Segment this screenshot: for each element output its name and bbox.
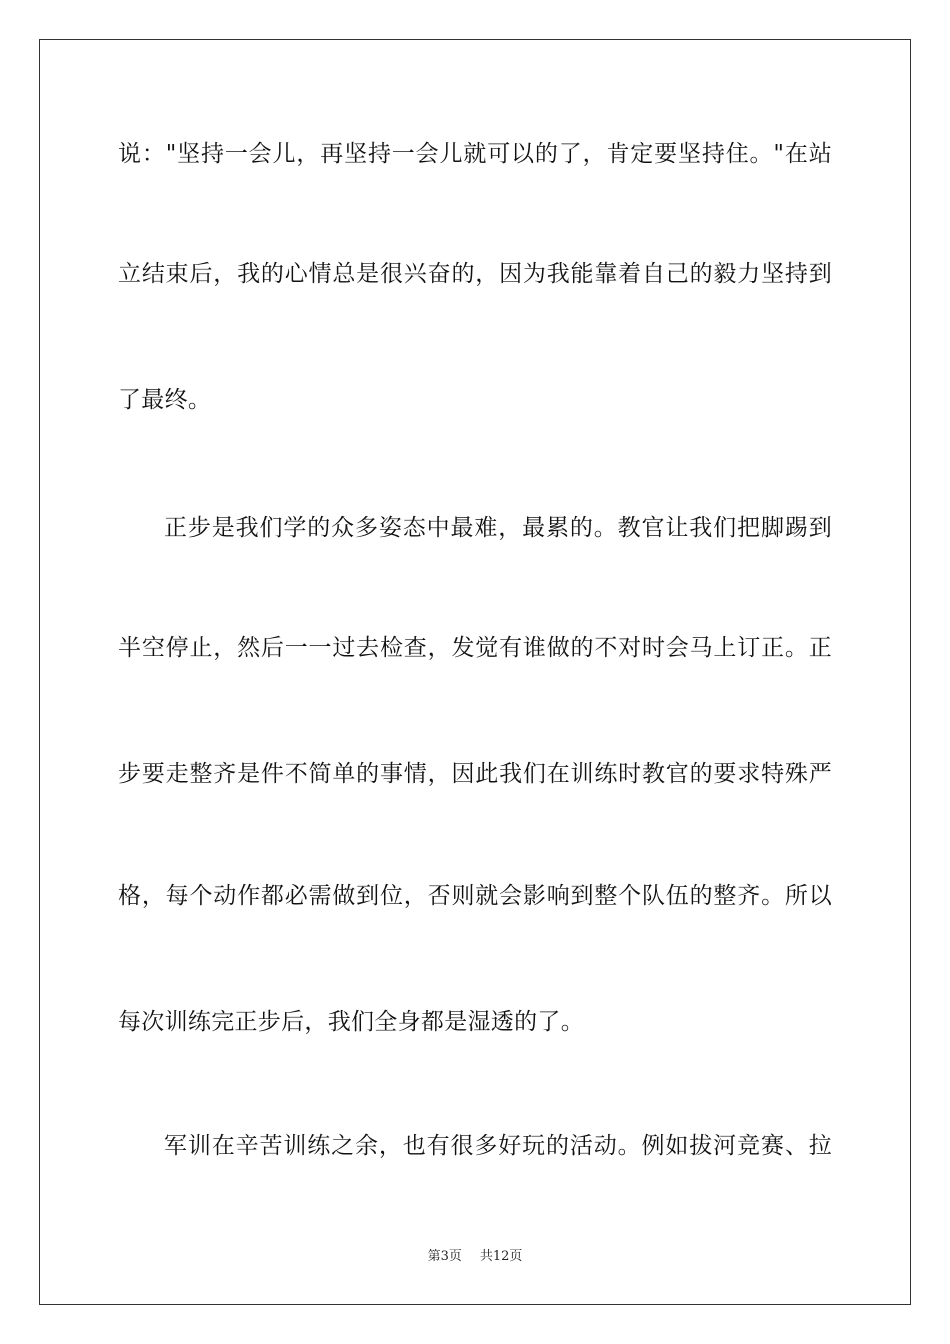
text-line-5: 半空停止，然后一一过去检查，发觉有谁做的不对时会马上订正。正	[118, 635, 832, 661]
text-line-1: 说："坚持一会儿，再坚持一会儿就可以的了，肯定要坚持住。"在站	[118, 141, 832, 167]
text-line-3: 了最终。	[118, 387, 212, 413]
page-number: 第3页	[427, 1249, 462, 1264]
page-total: 共12页	[479, 1249, 523, 1264]
text-line-2: 立结束后，我的心情总是很兴奋的，因为我能靠着自己的毅力坚持到	[118, 261, 832, 287]
page-border	[39, 39, 911, 1305]
text-line-7: 格，每个动作都必需做到位，否则就会影响到整个队伍的整齐。所以	[118, 883, 832, 909]
text-line-4: 正步是我们学的众多姿态中最难，最累的。教官让我们把脚踢到	[164, 515, 832, 541]
text-line-6: 步要走整齐是件不简单的事情，因此我们在训练时教官的要求特殊严	[118, 761, 832, 787]
text-line-9: 军训在辛苦训练之余，也有很多好玩的活动。例如拔河竞赛、拉	[164, 1133, 832, 1159]
page-footer	[0, 1248, 950, 1266]
text-line-8: 每次训练完正步后，我们全身都是湿透的了。	[118, 1009, 584, 1035]
